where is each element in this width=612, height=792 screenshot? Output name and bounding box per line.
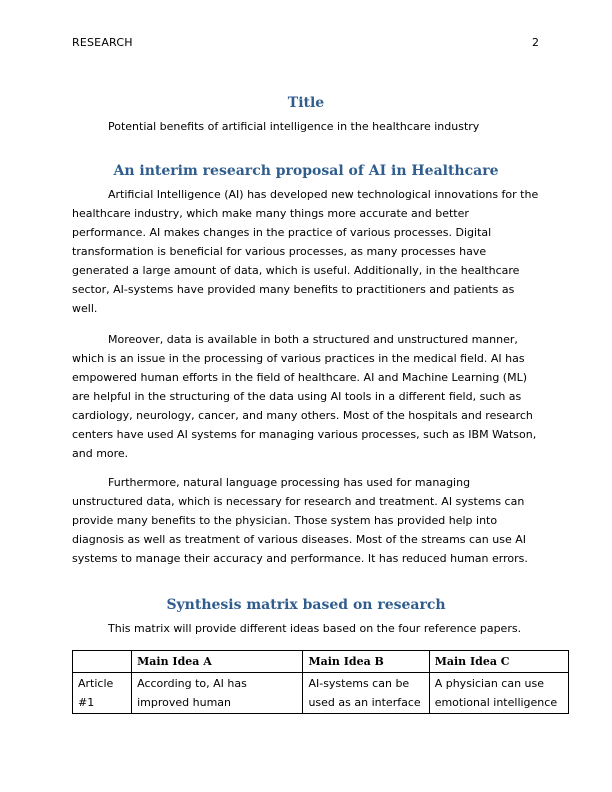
cell-line: used as an interface	[308, 696, 421, 709]
title-heading: Title	[287, 95, 325, 111]
matrix-intro: This matrix will provide different ideas based on the four reference papers.	[108, 622, 522, 635]
main-idea-b-cell	[303, 673, 429, 714]
cell-line: #1	[78, 696, 95, 709]
paragraph-line: well.	[72, 302, 98, 315]
paragraph-line: provide many benefits to the physician. Those system has provided help into	[72, 514, 498, 527]
cell-line: According to, AI has	[137, 677, 247, 690]
paragraph-line: Moreover, data is available in both a structured and unstructured manner,	[108, 333, 518, 346]
paragraph-line: which is an issue in the processing of various practices in the medical field. AI has	[72, 352, 525, 365]
cell-line: Article	[78, 677, 114, 690]
paragraph-line: cardiology, neurology, cancer, and many others. Most of the hospitals and research	[72, 409, 533, 422]
cell-line: A physician can use	[434, 677, 545, 690]
header-cell-main-idea-c: Main Idea C	[429, 651, 568, 673]
paragraph-line: empowered human efforts in the field of healthcare. AI and Machine Learning (ML)	[72, 371, 528, 384]
cell-line: AI-systems can be	[308, 677, 410, 690]
running-head: RESEARCH	[72, 36, 133, 49]
table-row	[73, 673, 569, 714]
paragraph-line: Furthermore, natural language processing has used for managing	[108, 476, 471, 489]
proposal-heading: An interim research proposal of AI in Healthcare	[113, 163, 499, 179]
paragraph-line: performance. AI makes changes in the practice of various processes. Digital	[72, 226, 492, 239]
page-number: 2	[532, 36, 539, 49]
cell-line: emotional intelligence	[434, 696, 558, 709]
header-cell-main-idea-a: Main Idea A	[132, 651, 303, 673]
paragraph-line: sector, AI-systems have provided many benefits to practitioners and patients as	[72, 283, 515, 296]
paragraph-line: healthcare industry, which make many things more accurate and better	[72, 207, 469, 220]
paragraph-line: Artificial Intelligence (AI) has developed new technological innovations for the	[108, 188, 539, 201]
paragraph-line: diagnosis as well as treatment of various diseases. Most of the streams can use AI	[72, 533, 527, 546]
header-cell-empty	[73, 651, 132, 673]
main-idea-a-cell	[132, 673, 303, 714]
synthesis-matrix-table	[72, 650, 569, 714]
cell-line: improved human	[137, 696, 232, 709]
paragraph-line: systems to manage their accuracy and performance. It has reduced human errors.	[72, 552, 528, 565]
paragraph-line: unstructured data, which is necessary for research and treatment. AI systems can	[72, 495, 525, 508]
row-label-cell	[73, 673, 132, 714]
matrix-heading: Synthesis matrix based on research	[166, 597, 446, 613]
paragraph-line: transformation is beneficial for various processes, as many processes have	[72, 245, 487, 258]
table-header-row	[73, 651, 569, 673]
paragraph-line: and more.	[72, 447, 129, 460]
paragraph-line: centers have used AI systems for managing various processes, such as IBM Watson,	[72, 428, 537, 441]
paragraph-line: are helpful in the structuring of the data using AI tools in a different field, such as	[72, 390, 522, 403]
paragraph-line: generated a large amount of data, which is useful. Additionally, in the healthcare	[72, 264, 520, 277]
header-cell-main-idea-b: Main Idea B	[303, 651, 429, 673]
main-idea-c-cell	[429, 673, 568, 714]
title-text: Potential benefits of artificial intelligence in the healthcare industry	[108, 120, 480, 133]
